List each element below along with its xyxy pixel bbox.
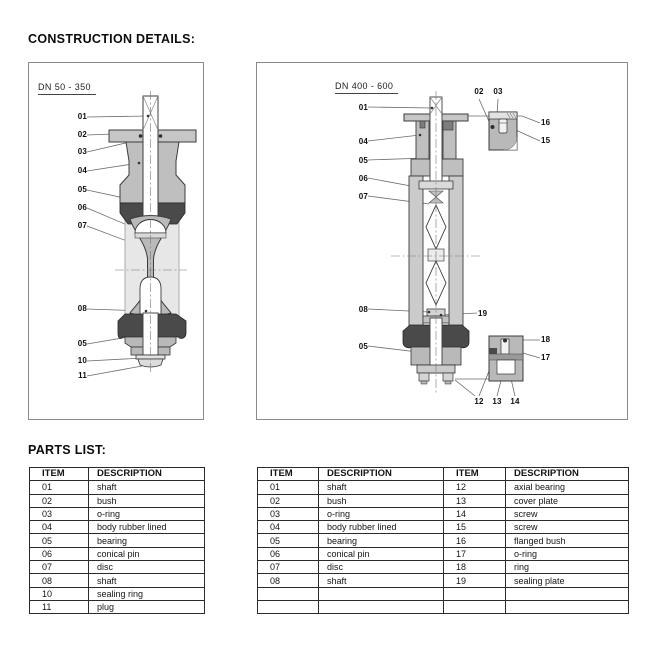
table-row xyxy=(258,494,629,507)
column-header-description: DESCRIPTION xyxy=(319,468,444,481)
callout-right-19: 19 xyxy=(478,309,488,318)
item-cell: 07 xyxy=(258,561,319,574)
item-cell: 15 xyxy=(444,521,506,534)
item-cell: 13 xyxy=(444,494,506,507)
callout-right-08: 08 xyxy=(358,305,368,314)
description-cell: disc xyxy=(319,561,444,574)
dn-range-label: DN 50 - 350 xyxy=(38,82,96,95)
table-row xyxy=(30,574,205,587)
callout-right-16: 16 xyxy=(541,118,551,127)
valve-section-drawing-dn50-350 xyxy=(29,63,203,419)
description-cell: flanged bush xyxy=(506,534,629,547)
description-cell: bush xyxy=(319,494,444,507)
item-cell: 14 xyxy=(444,507,506,520)
description-cell: bearing xyxy=(319,534,444,547)
callout-right-18: 18 xyxy=(541,335,551,344)
item-cell: 03 xyxy=(258,507,319,520)
description-cell: shaft xyxy=(89,574,205,587)
item-cell xyxy=(258,587,319,600)
table-row xyxy=(30,534,205,547)
callout-right-02: 02 xyxy=(474,87,484,96)
description-cell xyxy=(506,600,629,613)
callout-left-05: 05 xyxy=(77,185,87,194)
callout-left-10: 10 xyxy=(77,356,87,365)
detail-inset-top xyxy=(489,112,517,150)
callout-left-08: 08 xyxy=(77,304,87,313)
item-cell: 02 xyxy=(30,494,89,507)
diagram-panel-dn400-600 xyxy=(256,62,628,420)
table-row xyxy=(30,547,205,560)
callout-left-02: 02 xyxy=(77,130,87,139)
callout-right-07: 07 xyxy=(358,192,368,201)
description-cell: o-ring xyxy=(506,547,629,560)
callout-right-12: 12 xyxy=(474,397,484,406)
description-cell: disc xyxy=(89,561,205,574)
description-cell: conical pin xyxy=(319,547,444,560)
description-cell: sealing plate xyxy=(506,574,629,587)
description-cell: bearing xyxy=(89,534,205,547)
table-row xyxy=(30,494,205,507)
item-cell: 08 xyxy=(258,574,319,587)
description-cell: o-ring xyxy=(319,507,444,520)
item-cell: 16 xyxy=(444,534,506,547)
description-cell: ring xyxy=(506,561,629,574)
parts-list-heading: PARTS LIST: xyxy=(28,443,107,457)
item-cell: 12 xyxy=(444,481,506,494)
description-cell: cover plate xyxy=(506,494,629,507)
callout-left-06: 06 xyxy=(77,203,87,212)
callout-left-11: 11 xyxy=(78,371,87,380)
callout-right-14: 14 xyxy=(510,397,520,406)
item-cell: 06 xyxy=(258,547,319,560)
callout-left-04: 04 xyxy=(77,166,87,175)
description-cell xyxy=(319,600,444,613)
item-cell: 19 xyxy=(444,574,506,587)
item-cell: 04 xyxy=(30,521,89,534)
description-cell: body rubber lined xyxy=(89,521,205,534)
table-row xyxy=(258,507,629,520)
callout-right-17: 17 xyxy=(541,353,551,362)
item-cell: 01 xyxy=(258,481,319,494)
table-header-row xyxy=(258,468,629,481)
description-cell: screw xyxy=(506,521,629,534)
description-cell: plug xyxy=(89,600,205,613)
valve-body-group xyxy=(109,96,196,367)
table-row xyxy=(30,561,205,574)
callout-left-01: 01 xyxy=(77,112,87,121)
item-cell: 03 xyxy=(30,507,89,520)
callout-right-15: 15 xyxy=(541,136,551,145)
detail-inset-bottom xyxy=(489,336,523,381)
item-cell: 08 xyxy=(30,574,89,587)
description-cell: shaft xyxy=(89,481,205,494)
table-header-row xyxy=(30,468,205,481)
callout-right-13: 13 xyxy=(492,397,502,406)
description-cell xyxy=(319,587,444,600)
table-row-empty xyxy=(258,600,629,613)
callout-right-06: 06 xyxy=(358,174,368,183)
table-row-empty xyxy=(258,587,629,600)
table-row xyxy=(30,507,205,520)
table-row xyxy=(30,521,205,534)
item-cell: 05 xyxy=(30,534,89,547)
column-header-item: ITEM xyxy=(444,468,506,481)
description-cell: body rubber lined xyxy=(319,521,444,534)
description-cell: shaft xyxy=(319,574,444,587)
description-cell: o-ring xyxy=(89,507,205,520)
item-cell: 05 xyxy=(258,534,319,547)
callout-right-05b: 05 xyxy=(358,342,368,351)
item-cell: 06 xyxy=(30,547,89,560)
item-cell: 01 xyxy=(30,481,89,494)
item-cell: 07 xyxy=(30,561,89,574)
item-cell: 02 xyxy=(258,494,319,507)
description-cell: screw xyxy=(506,507,629,520)
item-cell xyxy=(444,587,506,600)
item-cell: 18 xyxy=(444,561,506,574)
dn-range-label: DN 400 - 600 xyxy=(335,81,398,94)
item-cell xyxy=(258,600,319,613)
construction-details-heading: CONSTRUCTION DETAILS: xyxy=(28,32,196,46)
callout-right-04: 04 xyxy=(358,137,368,146)
table-row xyxy=(258,534,629,547)
item-cell: 11 xyxy=(30,600,89,613)
parts-table-dn400-600 xyxy=(257,467,629,614)
description-cell: axial bearing xyxy=(506,481,629,494)
parts-table-dn50-350 xyxy=(29,467,205,614)
centerlines xyxy=(391,91,481,393)
description-cell: bush xyxy=(89,494,205,507)
description-cell: sealing ring xyxy=(89,587,205,600)
callout-left-05b: 05 xyxy=(77,339,87,348)
table-row xyxy=(30,587,205,600)
callout-right-03: 03 xyxy=(493,87,503,96)
callout-left-03: 03 xyxy=(77,147,87,156)
table-row xyxy=(30,600,205,613)
item-cell xyxy=(444,600,506,613)
item-cell: 10 xyxy=(30,587,89,600)
description-cell: shaft xyxy=(319,481,444,494)
column-header-description: DESCRIPTION xyxy=(506,468,629,481)
item-cell: 17 xyxy=(444,547,506,560)
callout-left-07: 07 xyxy=(77,221,87,230)
description-cell: conical pin xyxy=(89,547,205,560)
table-row xyxy=(258,561,629,574)
table-row xyxy=(30,481,205,494)
item-cell: 04 xyxy=(258,521,319,534)
table-row xyxy=(258,481,629,494)
column-header-item: ITEM xyxy=(258,468,319,481)
callout-right-01: 01 xyxy=(358,103,368,112)
table-row xyxy=(258,547,629,560)
table-row xyxy=(258,574,629,587)
valve-section-drawing-dn400-600 xyxy=(257,63,627,419)
table-row xyxy=(258,521,629,534)
callout-right-05: 05 xyxy=(358,156,368,165)
column-header-item: ITEM xyxy=(30,468,89,481)
column-header-description: DESCRIPTION xyxy=(89,468,205,481)
description-cell xyxy=(506,587,629,600)
diagram-panel-dn50-350 xyxy=(28,62,204,420)
